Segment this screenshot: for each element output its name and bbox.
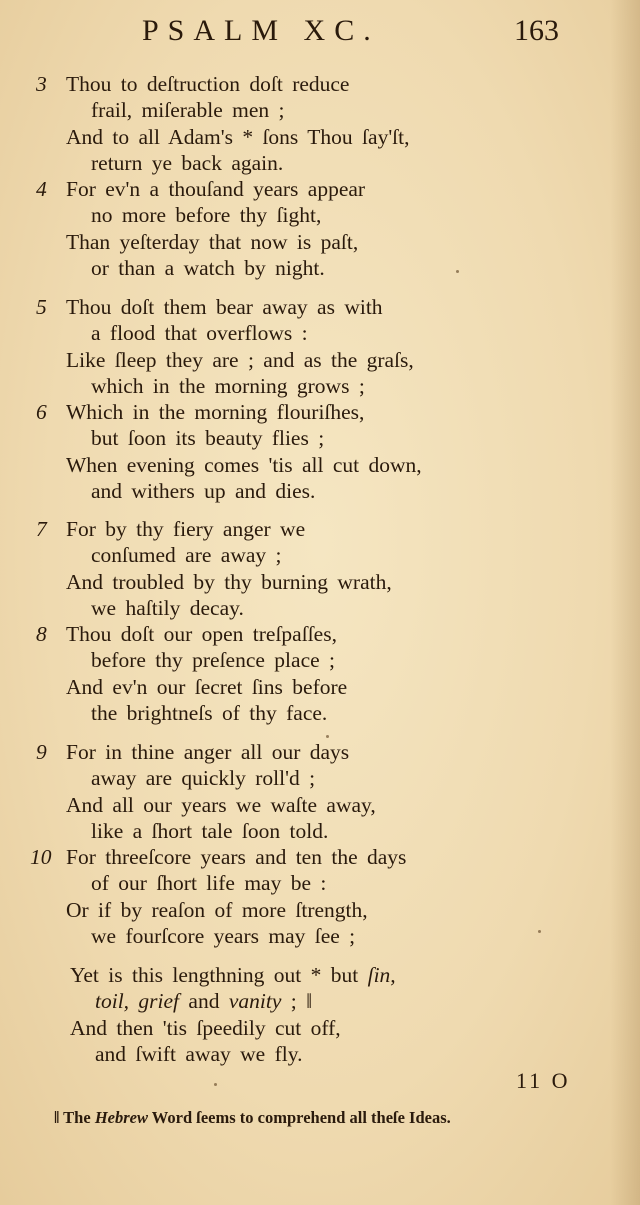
- verse-line: and withers up and dies.: [91, 478, 316, 503]
- verse-line: return ye back again.: [91, 150, 284, 175]
- italic-word: toil, grief: [95, 989, 180, 1014]
- verse-line: no more before thy ſight,: [91, 203, 322, 228]
- verse-line: Or if by reaſon of more ſtrength,: [66, 897, 368, 922]
- verse-10: [0, 844, 640, 949]
- verse-line: 9 For in thine anger all our days: [36, 740, 350, 764]
- verse-3: [0, 71, 640, 176]
- verse-8: [0, 621, 640, 726]
- verse-line: 6 Which in the morning flouriſhes,: [36, 400, 365, 424]
- verse-line: Like ſleep they are ; and as the graſs,: [66, 347, 414, 372]
- italic-word: ſin,: [367, 963, 396, 987]
- verse-7: [0, 516, 640, 621]
- running-title: PSALM XC.: [142, 14, 380, 47]
- verse-line: 8 Thou doſt our open treſpaſſes,: [36, 622, 337, 646]
- verse-line: or than a watch by night.: [91, 255, 325, 280]
- verse-number: 4: [36, 177, 47, 201]
- verse-6: [0, 399, 640, 504]
- verse-number: 5: [36, 295, 47, 319]
- verse-line: 4 For ev'n a thouſand years appear: [36, 177, 366, 201]
- verse-5: [0, 294, 640, 399]
- verse-line: Yet is this lengthning out * but ſin,: [70, 963, 396, 987]
- verse-line: 10 For threeſcore years and ten the days: [30, 845, 407, 869]
- verse-line: of our ſhort life may be :: [91, 871, 327, 896]
- footnote-italic: Hebrew: [94, 1108, 148, 1127]
- verse-line: we fourſcore years may ſee ;: [91, 923, 356, 948]
- verse-final: [4, 962, 640, 1067]
- verse-line: away are quickly roll'd ;: [91, 766, 316, 791]
- verse-number: 9: [36, 740, 47, 764]
- verse-line: toil, grief and vanity ; ‖: [95, 989, 313, 1014]
- verse-line: And then 'tis ſpeedily cut off,: [70, 1015, 341, 1040]
- verse-line: When evening comes 'tis all cut down,: [66, 452, 422, 477]
- verse-number: 10: [30, 845, 52, 869]
- verse-number: 3: [36, 72, 47, 96]
- verse-9: [0, 739, 640, 844]
- verse-line: and ſwift away we fly.: [95, 1041, 303, 1066]
- verse-number: 8: [36, 622, 47, 646]
- verse-line: which in the morning grows ;: [91, 373, 365, 398]
- footnote: ‖ The Hebrew Word ſeems to comprehend all theſe Ideas.: [54, 1108, 451, 1127]
- verse-line: 3 Thou to deſtruction doſt reduce: [36, 72, 350, 96]
- verse-line: And troubled by thy burning wrath,: [66, 569, 392, 594]
- italic-word: vanity: [228, 989, 282, 1014]
- ink-speck: [326, 735, 329, 738]
- verse-line: frail, miſerable men ;: [91, 98, 285, 123]
- verse-line: Than yeſterday that now is paſt,: [66, 229, 359, 254]
- verse-number: 7: [36, 517, 47, 541]
- ink-speck: [456, 270, 459, 273]
- verse-line: before thy preſence place ;: [91, 648, 336, 673]
- verse-line: the brightneſs of thy face.: [91, 700, 328, 725]
- verse-line: And ev'n our ſecret ſins before: [66, 674, 348, 699]
- verse-line: 7 For by thy fiery anger we: [36, 517, 306, 541]
- page-number: 163: [514, 14, 559, 47]
- ink-speck: [214, 1083, 217, 1086]
- verse-line: but ſoon its beauty flies ;: [91, 426, 325, 451]
- signature-mark: 11 O: [516, 1068, 571, 1093]
- verse-line: conſumed are away ;: [91, 543, 282, 568]
- verse-line: a flood that overflows :: [91, 321, 308, 346]
- verse-4: [0, 176, 640, 281]
- verse-line: 5 Thou doſt them bear away as with: [36, 295, 383, 319]
- verse-line: we haſtily decay.: [91, 595, 244, 620]
- verse-line: And to all Adam's * ſons Thou ſay'ſt,: [66, 124, 410, 149]
- verse-number: 6: [36, 400, 47, 424]
- verse-line: like a ſhort tale ſoon told.: [91, 818, 329, 843]
- verse-line: And all our years we waſte away,: [66, 792, 376, 817]
- ink-speck: [538, 930, 541, 933]
